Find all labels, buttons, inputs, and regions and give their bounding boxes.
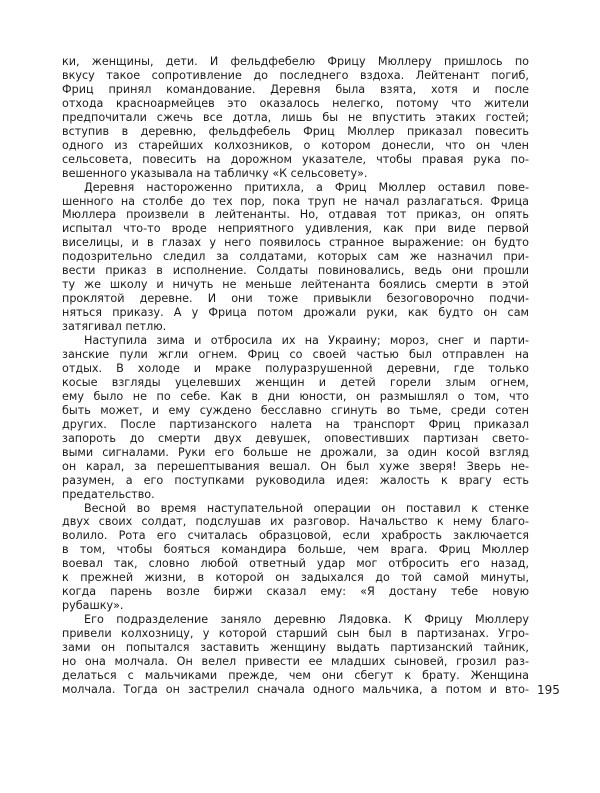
text-line: Фриц принял командование. Деревня была взята, хотя и после <box>62 82 529 96</box>
text-line: Мюллера произвели в лейтенанты. Но, отдавая тот приказ, он опять <box>62 208 529 222</box>
text-line: предпочитали сжечь все дотла, лишь бы не впустить этаких гостей; <box>62 110 529 124</box>
text-line: одного из старейших колхозников, о котором донесли, что он член <box>62 138 529 152</box>
text-line: занские пули жгли огнем. Фриц со своей частью был отправлен на <box>62 348 529 362</box>
text-line: отдых. В холоде и мраке полуразрушенной деревни, где только <box>62 361 529 375</box>
text-line: зами он попытался заставить женщину выдать партизанский тайник, <box>62 641 529 655</box>
text-line: виселицы, и в глазах у него появилось странное выражение: он будто <box>62 236 529 250</box>
text-line: волило. Рота его считалась образцовой, если храбрость заключается <box>62 529 529 543</box>
text-line: предательство. <box>62 487 155 501</box>
text-line: делаться с мальчиками прежде, чем они сбегут к брату. Женщина <box>62 668 529 682</box>
body-text <box>62 55 529 697</box>
text-line: проклятой деревне. И они тоже привыкли безоговорочно подчи- <box>62 292 529 306</box>
text-line: воевал так, словно любой ответный удар мог отбросить его назад, <box>62 557 529 571</box>
text-line: молчала. Тогда он застрелил сначала одного мальчика, а потом и вто- <box>62 682 529 696</box>
text-line: вести приказ в исполнение. Солдаты повиновались, ведь они прошли <box>62 264 529 278</box>
text-line: выми сигналами. Руки его больше не дрожали, за один косой взгляд <box>62 445 529 459</box>
text-line: к прежней жизни, в которой он задыхался до той самой минуты, <box>62 571 529 585</box>
text-line: няться приказу. А у Фрица потом дрожали руки, как будто он сам <box>62 306 529 320</box>
text-line: разумен, а его поступками руководила идея: жалость к врагу есть <box>62 473 529 487</box>
text-line: привели колхозницу, у которой старший сын был в партизанах. Угро- <box>62 627 529 641</box>
text-line: запороть до смерти двух девушек, оповестивших партизан свето- <box>62 431 529 445</box>
text-line: других. После партизанского налета на транспорт Фриц приказал <box>62 417 529 431</box>
text-line: ки, женщины, дети. И фельдфебелю Фрицу Мюллеру пришлось по <box>62 55 529 68</box>
text-line: ту же школу и ничуть не меньше лейтенанта боялись смерти в этой <box>62 278 529 292</box>
text-line: сельсовета, повесить на дорожном указателе, чтобы правая рука по- <box>62 152 529 166</box>
text-line: вступив в деревню, фельдфебель Фриц Мюллер приказал повесить <box>62 124 529 138</box>
text-line: но она молчала. Он велел привести ее младших сыновей, грозил раз- <box>62 654 529 668</box>
text-line: он карал, за перешептывания вешал. Он был хуже зверя! Зверь не- <box>62 459 529 473</box>
text-line: косые взгляды уцелевших женщин и детей горели злым огнем, <box>62 375 529 389</box>
text-line: вкусу такое сопротивление до последнего вздоха. Лейтенант погиб, <box>62 68 529 82</box>
text-line: шенного на столбе до тех пор, пока труп не начал разлагаться. Фрица <box>62 194 529 208</box>
text-line: Его подразделение заняло деревню Лядовка. К Фрицу Мюллеру <box>84 613 529 627</box>
text-line: когда парень возле биржи сказал ему: «Я достану тебе новую <box>62 585 529 599</box>
text-line: затягивал петлю. <box>62 320 167 334</box>
text-line: подозрительно следил за солдатами, которых сам же назначил при- <box>62 250 529 264</box>
page-number: 195 <box>537 683 560 697</box>
text-line: Весной во время наступательной операции он поставил к стенке <box>84 501 529 515</box>
text-line: вешенного указывала на табличку «К сельсовету». <box>62 166 368 180</box>
text-line: Наступила зима и отбросила их на Украину; мороз, снег и парти- <box>84 334 529 348</box>
text-line: Деревня настороженно притихла, а Фриц Мюллер оставил пове- <box>84 180 529 194</box>
text-line: отхода красноармейцев это оказалось нелегко, потому что жители <box>62 96 529 110</box>
text-line: быть может, и ему суждено бесславно сгинуть во тьме, среди сотен <box>62 403 529 417</box>
text-line: двух своих солдат, подслушав их разговор. Начальство к нему благо- <box>62 515 529 529</box>
text-line: испытал что-то вроде неприятного удивления, как при виде первой <box>62 222 529 236</box>
text-line: рубашку». <box>62 599 124 613</box>
text-line: ему было не по себе. Как в дни юности, он размышлял о том, что <box>62 389 529 403</box>
text-line: в том, чтобы бояться командира больше, чем врага. Фриц Мюллер <box>62 543 529 557</box>
